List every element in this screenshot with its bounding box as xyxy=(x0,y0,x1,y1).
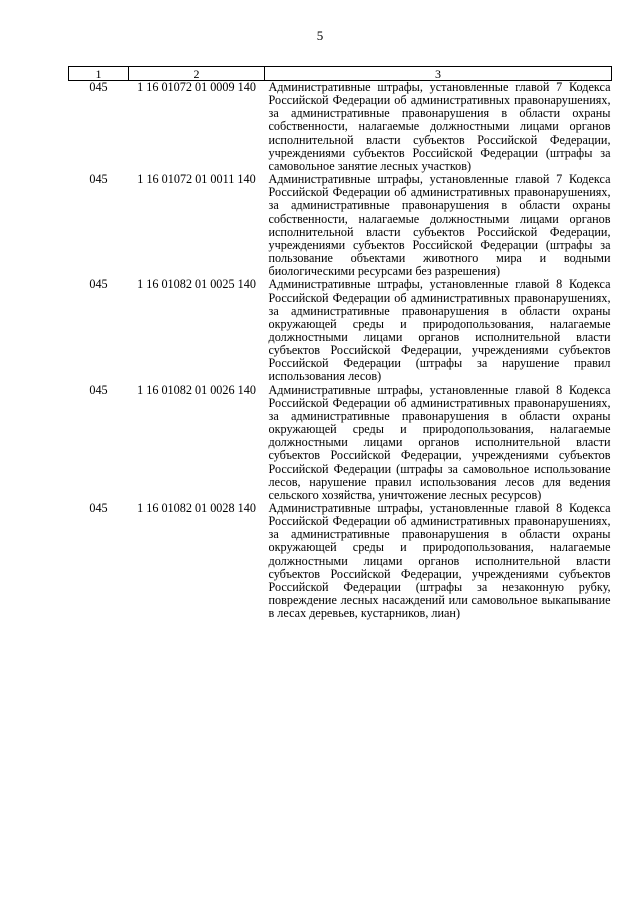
page-number: 5 xyxy=(316,28,324,43)
kbk-code-cell: 1 16 01082 01 0026 140 xyxy=(137,382,256,397)
table-header xyxy=(69,67,612,81)
header-column-1: 1 xyxy=(69,67,129,81)
admin-code-cell: 045 xyxy=(89,80,108,94)
admin-code-cell: 045 xyxy=(89,277,108,292)
table-body xyxy=(69,81,612,621)
table-row xyxy=(69,502,612,620)
header-column-3: 3 xyxy=(265,67,612,81)
description-cell: Административные штрафы, установленные главой 7 Кодекса Российской Федерации об административных правонарушениях, за административные правонарушения в области охраны собственности, налагаемые должностными лицами органов исполнительной власти субъектов Российской Федерации, учреждениями субъектов Российской Федерации (штрафы за самовольное занятие лесных участков) xyxy=(268,80,611,173)
description-cell: Административные штрафы, установленные главой 8 Кодекса Российской Федерации об административных правонарушениях, за административные правонарушения в области охраны окружающей среды и природопользования, налагаемые должностными лицами органов исполнительной власти субъектов Российской Федерации, учреждениями субъектов Российской Федерации (штрафы за самовольное использование лесов, нарушение правил использования лесов для ведения сельского хозяйства, уничтожение лесных ресурсов) xyxy=(268,382,611,502)
kbk-code-cell: 1 16 01072 01 0009 140 xyxy=(137,80,256,94)
admin-code-cell: 045 xyxy=(89,172,108,187)
table-row xyxy=(69,278,612,383)
description-cell: Административные штрафы, установленные главой 8 Кодекса Российской Федерации об административных правонарушениях, за административные правонарушения в области охраны окружающей среды и природопользования, налагаемые должностными лицами органов исполнительной власти субъектов Российской Федерации, учреждениями субъектов Российской Федерации (штрафы за нарушение правил использования лесов) xyxy=(268,277,611,384)
admin-code-cell: 045 xyxy=(89,501,108,515)
table-row xyxy=(69,173,612,278)
header-column-2: 2 xyxy=(129,67,265,81)
description-cell: Административные штрафы, установленные главой 7 Кодекса Российской Федерации об административных правонарушениях, за административные правонарушения в области охраны собственности, налагаемые должностными лицами органов исполнительной власти субъектов Российской Федерации, учреждениями субъектов Российской Федерации (штрафы за пользование объектами животного мира и водными биологическими ресурсами без разрешения) xyxy=(268,172,611,279)
description-cell: Административные штрафы, установленные главой 8 Кодекса Российской Федерации об административных правонарушениях, за административные правонарушения в области охраны окружающей среды и природопользования, налагаемые должностными лицами органов исполнительной власти субъектов Российской Федерации, учреждениями субъектов Российской Федерации (штрафы за незаконную рубку, повреждение лесных насаждений или самовольное выкапывание в лесах деревьев, кустарников, лиан) xyxy=(268,501,611,621)
kbk-code-cell: 1 16 01072 01 0011 140 xyxy=(137,172,256,187)
revenue-codes-table xyxy=(68,66,612,620)
table-row xyxy=(69,384,612,502)
header-row xyxy=(69,67,612,81)
admin-code-cell: 045 xyxy=(89,382,108,397)
kbk-code-cell: 1 16 01082 01 0028 140 xyxy=(137,501,256,515)
table-row xyxy=(69,81,612,174)
kbk-code-cell: 1 16 01082 01 0025 140 xyxy=(137,277,256,292)
